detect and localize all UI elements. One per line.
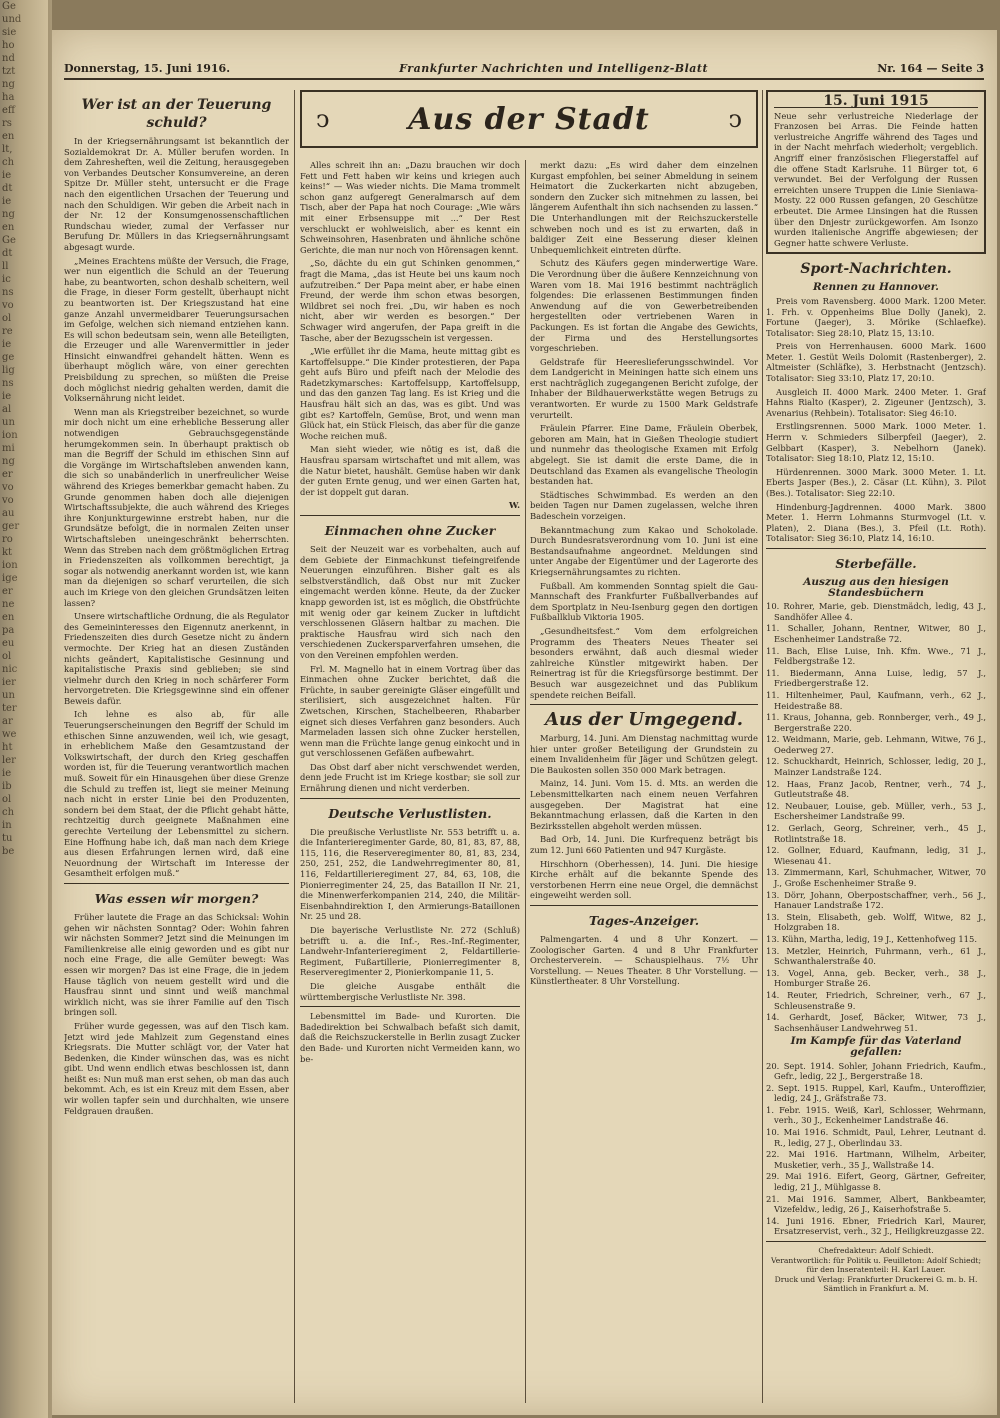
section-divider [300, 515, 520, 516]
article-paragraph: Hürdenrennen. 3000 Mark. 3000 Meter. 1. Lt. Eberts Jasper (Bes.), 2. Cäsar (Lt. Kühn), 3. Pilot (Bes.). Totalisator: Sieg 22:10. [766, 466, 986, 498]
article-paragraph: Die preußische Verlustliste Nr. 553 betrifft u. a. die Infanterieregimenter Garde, 80, 81, 83, 87, 88, 115, 116, die Reserveregimenter 80, 81, 83, 234, 250, 251, 252, die Landwehrregimenter 80, 81, 116, Feldartillerieregiment 27, 84, 63, 108, die Pionierregimenter 24, 25, das Bataillon II Nr. 21, die Minenwerferkompanien 214, 240, die Militär-Eisenbahndirektion I, den Armierungs-Bataillonen Nr. 25 und 28. [300, 826, 520, 922]
left-page-fragment: eff [2, 105, 16, 116]
fallen-soldiers-list [766, 1061, 986, 1238]
article-paragraph: merkt dazu: „Es wird daher dem einzelnen Kurgast empfohlen, bei seiner Abmeldung in seinem Heimatort die Zuckerkarten nicht abzugeben, sondern den Zucker sich mitnehmen zu lassen, bei längerem Aufenthalt ihn sich nachsenden zu lassen.“ Die Unterhandlungen mit der Reichszuckerstelle schweben noch und es ist zu erwarten, daß in baldiger Zeit eine Besserung dieser kleinen Unbequemlichkeit eintreten dürfte. [530, 160, 758, 255]
death-notice: 13. Kühn, Martha, ledig, 19 J., Kettenhofweg 115. [766, 933, 977, 944]
article-headline: Einmachen ohne Zucker [324, 523, 496, 538]
death-notice: 13. Zimmermann, Karl, Schuhmacher, Witwer, 70 J., Große Eschenheimer Straße 9. [766, 867, 986, 888]
article-headline: Aus der Umgegend. [545, 709, 743, 731]
left-page-fragment: lt, [2, 144, 13, 155]
article-paragraph: Das Obst darf aber nicht verschwendet werden, denn jede Frucht ist im Kriege kostbar; sie soll zur Ernährung dienen und nicht verderben. [300, 761, 520, 794]
left-page-fragment: Ge [2, 1, 16, 12]
section-divider [766, 1241, 986, 1242]
section-divider [530, 905, 758, 906]
death-notice: 13. Metzler, Heinrich, Fuhrmann, verh., 61 J., Schwanthalerstraße 40. [766, 945, 986, 967]
left-page-fragment: dt [2, 248, 13, 259]
imprint-line: Druck und Verlag: Frankfurter Druckerei G. m. b. H. [774, 1274, 978, 1284]
article-paragraph: Mainz, 14. Juni. Vom 15. d. Mts. an werden die Lebensmittelkarten nach einem neuen Verfahren ausgegeben. Der Magistrat hat eine Bekanntmachung erlassen, daß die Karten in den Bezirksstellen abgeholt werden müssen. [530, 778, 758, 831]
left-page-fragment: ic [2, 274, 11, 285]
fallen-soldier-entry: 21. Mai 1916. Sammer, Albert, Bankbeamter, Vizefeldw., ledig, 26 J., Kaiserhofstraße 5. [766, 1193, 986, 1215]
article-paragraph: Frl. M. Magnello hat in einem Vortrag über das Einmachen ohne Zucker berichtet, daß die Früchte, in sauber gereinigte Gläser eingefüllt und sterilisiert, sich ausgezeichnet halten. Für Zwetschen, Kirschen, Stachelbeeren, Rhabarber eignet sich dieses Verfahren ganz besonders. Auch Marmeladen lassen sich ohne Zucker herstellen, wenn man die Früchte lange genug einkocht und in gut verschlossenen Gefäßen aufbewahrt. [300, 663, 520, 759]
article-subheadline: Auszug aus den hiesigen Standesbüchern [803, 575, 949, 599]
article-paragraph: Früher wurde gegessen, was auf den Tisch kam. Jetzt wird jede Mahlzeit zum Gegenstand eines Kriegsrats. Die Mutter schlägt vor, der Vater hat Bedenken, die Kinder wünschen das, was es nicht gibt. Und wenn endlich etwas beschlossen ist, dann heißt es: Nun muß man erst sehen, ob man das auch bekommt. Ach, es ist ein Kreuz mit dem Essen, aber wir wollen tapfer sein und durchhalten, wie unsere Feldgrauen draußen. [64, 1020, 289, 1116]
anniversary-text: Neue sehr verlustreiche Niederlage der Franzosen bei Arras. Die Feinde hatten verlustreiche Angriffe während des Tages und in der Nacht mehrfach wiederholt; vergeblich. Angriff einer französischen Fliegerstaffel auf die offene Stadt Karlsruhe. 11 Bürger tot, 6 verwundet. Bei der Verfolgung der Russen erreichten unsere Truppen die Linie Sieniawa-Mosty. 22 000 Russen gefangen, 20 Geschütze erbeutet. Die Armee Linsingen hat die Russen über den Dnjestr zurückgeworfen. Am Isonzo wurden italienische Angriffe abgewiesen; der Gegner hatte schwere Verluste. [774, 110, 978, 248]
death-notice: 12. Weidmann, Marie, geb. Lehmann, Witwe, 76 J., Oederweg 27. [766, 734, 986, 755]
left-page-fragment: un [2, 417, 15, 428]
left-page-fragment: pa [2, 625, 15, 636]
header-date: Donnerstag, 15. Juni 1916. [64, 61, 231, 75]
article-headline: Was essen wir morgen? [94, 890, 259, 906]
left-page-fragment: dt [2, 183, 13, 194]
left-page-fragment: sie [2, 27, 17, 38]
death-notice: 12. Haas, Franz Jacob, Rentner, verh., 74 J., Gutleutstraße 48. [766, 778, 986, 800]
article-paragraph: „Meines Erachtens müßte der Versuch, die Frage, wer nun eigentlich die Schuld an der Teuerung habe, zu beantworten, schon deshalb scheitern, weil die Frage, in dieser Form gestellt, überhaupt nicht zu beantworten ist. Der Kriegszustand hat eine ganze Anzahl unvermeidbarer Teuerungsursachen im Gefolge, welchen sich niemand entziehen kann. Es will schon bedeutsam sein, wenn alle Beteiligten, die Erzeuger und alle Warenvermittler in jeder Hinsicht einwandfrei gehandelt hätten. Wenn es überhaupt möglich wäre, von einer gerechten Preisbildung zu sprechen, so müßten die Preise doch möglichst niedrig gehalten werden, damit die Volksernährung nicht leidet. [64, 255, 289, 404]
article-paragraph: Marburg, 14. Juni. Am Dienstag nachmittag wurde hier unter großer Beteiligung der Grundstein zu einem Invalidenheim für Jäger und Schützen gelegt. Die Baukosten sollen 350 000 Mark betragen. [530, 733, 758, 775]
article-paragraph: Erstlingsrennen. 5000 Mark. 1000 Meter. 1. Herrn v. Schmieders Silberpfeil (Jaeger), 2. Gelbbart (Kasper), 3. Nebelhorn (Janek). Totalisator: Sieg 18:10, Platz 12, 15:10. [766, 421, 986, 464]
article-paragraph: Bad Orb, 14. Juni. Die Kurfrequenz beträgt bis zum 12. Juni 660 Patienten und 947 Kurgäste. [530, 834, 758, 856]
death-notice: 11. Hiltenheimer, Paul, Kaufmann, verh., 62 J., Heidestraße 88. [766, 689, 986, 711]
left-page-fragment: und [2, 14, 22, 25]
article-paragraph: Hirschhorn (Oberhessen), 14. Juni. Die hiesige Kirche erhält auf die bekannte Spende des verstorbenen Herrn eine neue Orgel, die demnächst eingeweiht werden soll. [530, 858, 758, 901]
author-signature: W. [508, 500, 520, 511]
fallen-soldier-entry: 1. Febr. 1915. Weiß, Karl, Schlosser, Wehrmann, verh., 30 J., Eckenheimer Landstraße 46. [766, 1104, 986, 1126]
article-paragraph: Preis von Herrenhausen. 6000 Mark. 1600 Meter. 1. Gestüt Weils Dolomit (Rastenberger), 2. Altmeister (Schläfke), 3. Herbstnacht (Jentzsch). Totalisator: Sieg 33:10, Platz 17, 20:10. [766, 341, 986, 384]
left-page-fragment: vo [2, 482, 14, 493]
death-notice: 13. Stein, Elisabeth, geb. Wolff, Witwe, 82 J., Holzgraben 18. [766, 911, 986, 933]
death-notice: 11. Bach, Elise Luise, Inh. Kfm. Wwe., 71 J., Feldbergstraße 12. [766, 645, 986, 667]
article-headline: Deutsche Verlustlisten. [328, 805, 492, 821]
article-paragraph: Geldstrafe für Heereslieferungsschwindel. Vor dem Landgericht in Meiningen hatte sich einem uns erst nachträglich zugegangenen Bericht zufolge, der Inhaber der Bildhauerwerkstätte wegen Betrugs zu verantworten. Er wurde zu 1500 Mark Geldstrafe verurteilt. [530, 356, 758, 420]
article-paragraph: Seit der Neuzeit war es vorbehalten, auch auf dem Gebiete der Einmachkunst tiefeingreifende Neuerungen einzuführen. Bisher galt es als selbstverständlich, daß Obst nur mit Zucker eingemacht werden könne. Heute, da der Zucker knapp geworden ist, ist es möglich, die Obstfrüchte mit wenig oder gar keinem Zucker in luftdicht verschlossenen Gläsern haltbar zu machen. Die praktische Hausfrau wird sich nach den verschiedenen Zuckersparverfahren umsehen, die von den Vereinen empfohlen werden. [300, 544, 520, 660]
section-divider [300, 798, 520, 799]
left-page-fragment: ler [2, 755, 16, 766]
article-subheadline: Rennen zu Hannover. [813, 281, 939, 294]
death-notice-list [766, 601, 986, 1033]
page-header [64, 58, 984, 80]
left-page-fragment: in [2, 820, 12, 831]
left-page-fragment: ns [2, 378, 14, 389]
left-page-fragment: en [2, 612, 15, 623]
article-paragraph: Städtisches Schwimmbad. Es werden an den beiden Tagen nur Damen zugelassen, welche ihren Badeschein vorzeigen. [530, 489, 758, 521]
anniversary-date: 15. Juni 1915 [774, 96, 978, 108]
left-page-fragment: rs [2, 118, 12, 129]
column-rule [762, 90, 763, 1403]
article-paragraph: Man sieht wieder, wie nötig es ist, daß die Hausfrau sparsam wirtschaftet und mit allem, was die Natur bietet, haushält. Gemüse haben wir dank der guten Ernte genug, und wer einen Garten hat, der ist doppelt gut daran. [300, 444, 520, 497]
left-page-fragment: be [2, 846, 15, 857]
death-notice: 12. Neubauer, Louise, geb. Müller, verh., 53 J., Eschersheimer Landstraße 99. [766, 800, 986, 822]
left-page-fragment: ie [2, 339, 12, 350]
left-page-fragment: ige [2, 573, 18, 584]
article-paragraph: Fußball. Am kommenden Sonntag spielt die Gau-Mannschaft des Frankfurter Fußballverbandes auf dem Sportplatz in Neu-Isenburg gegen den dortigen Fußballklub Viktoria 1905. [530, 580, 758, 623]
left-page-fragment: ng [2, 79, 15, 90]
left-page-fragment: ch [2, 807, 15, 818]
left-page-fragment: ge [2, 352, 15, 363]
ornament-icon: ↄ [728, 105, 742, 133]
fallen-soldier-entry: 2. Sept. 1915. Ruppel, Karl, Kaufm., Unteroffizier, ledig, 24 J., Gräfstraße 73. [766, 1082, 986, 1104]
article-paragraph: Fräulein Pfarrer. Eine Dame, Fräulein Oberbek, geboren am Main, hat in Gießen Theologie studiert und nunmehr das theologische Examen mit Erfolg abgelegt. Sie ist damit die erste Dame, die in Deutschland das Examen als evangelische Theologin bestanden hat. [530, 423, 758, 487]
death-notice: 12. Gerlach, Georg, Schreiner, verh., 45 J., Rotlintstraße 18. [766, 823, 986, 844]
article-headline: Sterbefälle. [835, 555, 917, 571]
death-notice: 13. Vogel, Anna, geb. Becker, verh., 38 J., Homburger Straße 26. [766, 967, 986, 989]
section-banner [300, 90, 758, 148]
left-page-fragment: ie [2, 391, 12, 402]
death-notice: 14. Gerhardt, Josef, Bäcker, Witwer, 73 J., Sachsenhäuser Landwehrweg 51. [766, 1012, 986, 1033]
left-page-fragment: ho [2, 40, 15, 51]
article-paragraph: Unsere wirtschaftliche Ordnung, die als Regulator des Gemeininteresses den Eigennutz anerkennt, in Friedenszeiten dies durch Gesetze nicht zu ändern vermochte. Der Krieg hat an diesen Zuständen nichts geändert, Kapitalistische Gesinnung und kapitalistische Praxis sind geblieben; sie sind vielmehr durch den Krieg in noch schärferer Form hervorgetreten. Die Kriegsgewinne sind ein offener Beweis dafür. [64, 611, 289, 706]
left-page-fragment: ter [2, 703, 17, 714]
section-divider [300, 1006, 520, 1007]
article-headline: Wer ist an der Teuerung schuld? [81, 97, 272, 131]
left-page-fragment: ch [2, 157, 15, 168]
left-page-fragment: ol [2, 651, 12, 662]
article-paragraph: Lebensmittel im Bade- und Kurorten. Die Badedirektion bei Schwalbach befaßt sich damit, daß die Reichszuckerstelle in Berlin zusagt Zucker den Bade- und Kurorten nicht Vermeiden kann, wo be- [300, 1011, 520, 1064]
article-paragraph: Ausgleich II. 4000 Mark. 2400 Meter. 1. Graf Hahns Rialto (Kasper), 2. Zigeuner (Jentzsch), 3. Avenarius (Rehbein). Totalisator: Sieg 46:10. [766, 386, 986, 418]
imprint-line: Sämtlich in Frankfurt a. M. [823, 1284, 929, 1293]
article-paragraph: Bekanntmachung zum Kakao und Schokolade. Durch Bundesratsverordnung vom 10. Juni ist eine Bestandsaufnahme angeordnet. Meldungen sind unter Angabe der Eigentümer und der Lagerorte des Kriegsernährungsamtes zu richten. [530, 524, 758, 577]
article-paragraph: „Wie erfüllet ihr die Mama, heute mittag gibt es Kartoffelsuppe.“ Die Kinder protestieren, der Papa geht aufs Büro und pfeift nach der Melodie des Radetzkymarsches: Kartoffelsupp, Kartoffelsupp, und das den ganzen Tag lang. Es ist Krieg und die Hausfrau hält sich an das, was es gibt. Und was gibt es? Kartoffeln, Gemüse, Brot, und wenn man Glück hat, ein Stück Fleisch, das aber für die ganze Woche reichen muß. [300, 346, 520, 441]
left-page-fragment: ion [2, 560, 18, 571]
left-page-fragment: un [2, 690, 15, 701]
article-paragraph: „Gesundheitsfest.“ Vom dem erfolgreichen Programm des Theaters Neues Theater sei besonders erwähnt, daß auch diesmal wieder zahlreiche Künstler mitgewirkt haben. Der Reinertrag ist für die Kriegsfürsorge bestimmt. Der Besuch war ausgezeichnet und das Publikum spendete reichen Beifall. [530, 625, 758, 700]
article-subheadline: Im Kampfe für das Vaterland gefallen: [790, 1035, 962, 1058]
left-page-fragment: al [2, 404, 12, 415]
fallen-soldier-entry: 29. Mai 1916. Eifert, Georg, Gärtner, Gefreiter, ledig, 21 J., Mühlgasse 8. [766, 1171, 986, 1193]
article-headline: Tages-Anzeiger. [588, 913, 700, 928]
left-page-fragment: ie [2, 196, 12, 207]
newspaper-imprint [766, 1246, 986, 1294]
article-paragraph: Palmengarten. 4 und 8 Uhr Konzert. — Zoologischer Garten. 4 und 8 Uhr Frankfurter Orchesterverein. — Schauspielhaus. 7½ Uhr Vorstellung. — Neues Theater. 8 Uhr Vorstellung. — Künstlertheater. 8 Uhr Vorstellung. [530, 934, 758, 987]
left-page-fragment: tu [2, 833, 13, 844]
column-4 [766, 90, 986, 1403]
column-1 [64, 90, 289, 1403]
death-notice: 10. Rohrer, Marie, geb. Dienstmädch, ledig, 43 J., Sandhöfer Allee 4. [766, 601, 986, 622]
section-divider [766, 548, 986, 549]
column-rule [525, 160, 526, 1403]
left-page-fragment: Ge [2, 235, 16, 246]
column-2 [300, 160, 520, 1403]
left-page-fragment: ib [2, 781, 12, 792]
left-page-fragment: ol [2, 313, 12, 324]
fallen-soldier-entry: 20. Sept. 1914. Sohler, Johann Friedrich, Kaufm., Gefr., ledig, 22 J., Bergerstraße 18. [766, 1060, 986, 1082]
fallen-soldier-entry: 22. Mai 1916. Hartmann, Wilhelm, Arbeiter, Musketier, verh., 35 J., Wallstraße 14. [766, 1149, 986, 1170]
article-paragraph: Alles schreit ihn an: „Dazu brauchen wir doch Fett und Fett haben wir keins und kriegen auch keins!“ — Was wieder nichts. Die Mama trommelt schon ganz aufgeregt Generalmarsch auf dem Tisch, aber der Papa hat noch Courage: „Wie wärs mit einer Erbsensuppe mit ...“ Der Rest verschluckt er wohlweislich, aber es kennt ein Schweinsohren, Hasenbraten und ähnliche schöne Gerichte, die man nur noch von Hörensagen kennt. [300, 160, 520, 255]
left-page-fragment: nd [2, 53, 15, 64]
left-page-fragment: ger [2, 521, 20, 532]
left-page-fragment: ion [2, 430, 18, 441]
article-paragraph: Früher lautete die Frage an das Schicksal: Wohin gehen wir nächsten Sonntag? Oder: Wohin fahren wir nächsten Sommer? Jetzt sind die Meinungen im Familienkreise alle einig geworden und es gibt nur noch eine Frage, die alle Gemüter bewegt: Was essen wir morgen? Das ist eine Frage, die in jedem Hause täglich von neuem gestellt wird und die Hausfrau sinnt und sinnt und weiß manchmal wirklich nicht, was sie ihrer Familie auf den Tisch bringen soll. [64, 911, 289, 1018]
left-page-fragment: ng [2, 456, 15, 467]
newspaper-page [52, 30, 997, 1415]
section-title: Aus der Stadt [408, 101, 650, 137]
left-page-fragment: we [2, 729, 17, 740]
fallen-soldier-entry: 14. Juni 1916. Ebner, Friedrich Karl, Maurer, Ersatzreservist, verh., 32 J., Heiligkreuzgasse 22. [766, 1215, 986, 1237]
ornament-icon: ↄ [316, 105, 330, 133]
imprint-line: Verantwortlich: für Politik u. Feuilleton: Adolf Schiedt; für den Inseratenteil: H. Karl Lauer. [770, 1255, 982, 1274]
left-page-fragment: kt [2, 547, 13, 558]
imprint-line: Chefredakteur: Adolf Schiedt. [818, 1246, 934, 1255]
death-notice: 11. Schaller, Johann, Rentner, Witwer, 80 J., Eschenheimer Landstraße 72. [766, 623, 986, 644]
article-paragraph: Die gleiche Ausgabe enthält die württembergische Verlustliste Nr. 398. [300, 980, 520, 1002]
article-paragraph: Die bayerische Verlustliste Nr. 272 (Schluß) betrifft u. a. die Inf.-, Res.-Inf.-Regimenter, Landwehr-Infanterieregiment 2, Feldartillerie-Regiment, Fußartillerie, Pionierregimenter 8, Reserveregimenter 2, Pionierkompanie 11, 5. [300, 925, 520, 978]
column-3 [530, 160, 758, 1403]
left-page-fragment: ha [2, 92, 15, 103]
article-paragraph: Hindenburg-Jagdrennen. 4000 Mark. 3800 Meter. 1. Herrn Lohmanns Sturmvogel (Lt. v. Platen), 2. Diana (Bes.), 3. Pfeil (Lt. Roth). Totalisator: Sieg 36:10, Platz 14, 16:10. [766, 501, 986, 544]
left-page-fragment: ie [2, 768, 12, 779]
left-page-fragment: en [2, 131, 15, 142]
left-page-fragment: ng [2, 209, 15, 220]
left-page-fragment: vo [2, 495, 14, 506]
header-masthead: Frankfurter Nachrichten und Intelligenz-Blatt [399, 61, 709, 75]
article-paragraph: In der Kriegsernährungsamt ist bekanntlich der Sozialdemokrat Dr. A. Müller berufen worden. In dem Zahresheften, weil die Zeitung, herausgegeben von Verbandes Deutscher Konsumvereine, an deren Spitze Dr. Müller steht, untersucht er die Frage nach den eigentlichen Ursachen der Teuerung und nach den Schuldigen. Wir geben die Arbeit nach in der Nr. 12 der Konsumgenossenschaftlichen Rundschau wieder, zumal der Verfasser nur Berufung Dr. Müllers in das Kriegsernährungsamt abgesagt wurde. [64, 136, 289, 252]
left-page-fragment: ne [2, 599, 15, 610]
death-notice: 12. Gollner, Eduard, Kaufmann, ledig, 31 J., Wiesenau 41. [766, 845, 986, 866]
death-notice: 11. Biedermann, Anna Luise, ledig, 57 J., Friedbergerstraße 12. [766, 667, 986, 689]
left-page-fragment: re [2, 326, 13, 337]
column-rule [294, 90, 295, 1403]
left-page-fragment: tzt [2, 66, 16, 77]
article-paragraph: Ich lehne es also ab, für alle Teuerungserscheinungen den Begriff der Schuld im ethischen Sinne anzuwenden, weil ich, wie gesagt, in erheblichem Maße den Gesamtzustand der Volkswirtschaft, der durch den Krieg geschaffen worden ist, für die Teuerung verantwortlich machen muß. Soweit für ein Hinausgehen über diese Grenze die Schuld zu treffen ist, liegt sie meiner Meinung nach nicht in erster Linie bei den Produzenten, sondern bei dem Staat, der die Pflicht gehabt hätte, rechtzeitig durch geeignete Maßnahmen eine gerechte Verteilung der Lebensmittel zu sichern. Eine Hoffnung habe ich, daß man nach dem Kriege aus diesen Erfahrungen lernen wird, daß eine Neuordnung der Wirtschaft im Interesse der Gesamtheit erfolgen muß.“ [64, 709, 289, 879]
article-headline: Sport-Nachrichten. [800, 261, 952, 278]
death-notice: 14. Reuter, Friedrich, Schreiner, verh., 67 J., Schleusenstraße 9. [766, 989, 986, 1011]
left-page-fragment: er [2, 586, 13, 597]
left-page-fragment: ier [2, 677, 16, 688]
anniversary-box [766, 90, 986, 254]
header-page-number: Nr. 164 — Seite 3 [877, 61, 984, 75]
left-page-fragment: ar [2, 716, 13, 727]
book-spine-shadow [0, 0, 52, 1418]
left-page-fragment: ll [2, 261, 9, 272]
left-page-fragment: mi [2, 443, 15, 454]
section-divider [64, 883, 289, 884]
left-page-fragment: er [2, 469, 13, 480]
left-page-fragment: nic [2, 664, 18, 675]
left-page-fragment: en [2, 222, 15, 233]
article-paragraph: Wenn man als Kriegstreiber bezeichnet, so wurde mir doch nicht um eine erhebliche Besserung aller notwendigen Gebrauchsgegenstände herumgekommen sein. In überhaupt praktisch ob man die Begriff der Schuld im ethischen Sinn auf die Vorgänge im Wirtschaftsleben anwenden kann, die sich so unabänderlich in unerfreulicher Weise während des Krieges bemerkbar gemacht haben. Zu Grunde genommen haben doch alle diejenigen Wirtschaftssubjekte, die auch während des Krieges ihre Konjunkturgewinne erstrebt haben, nur die Grundsätze befolgt, die in normalen Zeiten unser Wirtschaftsleben uneingeschränkt beherrschten. Wenn das Streben nach dem größtmöglichen Ertrag in Friedenszeiten als vollkommen berechtigt, ja sogar als notwendig anerkannt worden ist, wie kann man da diejenigen so scharf verurteilen, die sich auch im Kriege von den gleichen Grundsätzen leiten lassen? [64, 406, 289, 608]
left-page-fragment: eu [2, 638, 15, 649]
death-notice: 13. Dörr, Johann, Oberpostschaffner, verh., 56 J., Hanauer Landstraße 172. [766, 889, 986, 911]
death-notice: 11. Kraus, Johanna, geb. Ronnberger, verh., 49 J., Bergerstraße 220. [766, 712, 986, 733]
left-page-fragment: vo [2, 300, 14, 311]
left-page-fragment: ro [2, 534, 13, 545]
article-paragraph: Schutz des Käufers gegen minderwertige Ware. Die Verordnung über die äußere Kennzeichnung von Waren vom 18. Mai 1916 bestimmt nachträglich folgendes: Die erlassenen Bestimmungen finden Anwendung auf die von Gewerbetreibenden hergestellten oder vertriebenen Waren in Packungen. Es ist fortan die Angabe des Gewichts, der Firma und des Herstellungsortes vorgeschrieben. [530, 258, 758, 354]
death-notice: 12. Schuckhardt, Heinrich, Schlosser, ledig, 20 J., Mainzer Landstraße 124. [766, 756, 986, 778]
left-page-fragment: ht [2, 742, 13, 753]
section-divider [530, 704, 758, 705]
left-page-fragment: ie [2, 170, 12, 181]
fallen-soldier-entry: 10. Mai 1916. Schmidt, Paul, Lehrer, Leutnant d. R., ledig, 27 J., Oberlindau 33. [766, 1127, 986, 1148]
article-paragraph: „So, dächte du ein gut Schinken genommen,“ fragt die Mama, „das ist Heute bei uns kaum noch aufzutreiben.“ Der Papa meint aber, er habe einen Freund, der werde ihm schon etwas besorgen, Wildbret sei noch frei. „Du, wir haben es noch nicht, aber wir werden es besorgen.“ Der Schwager wird angerufen, der Papa greift in die Tasche, aber der Bezugsschein ist vergessen. [300, 258, 520, 343]
left-page-fragment: ns [2, 287, 14, 298]
left-page-fragment: ol [2, 794, 12, 805]
left-page-fragment: lig [2, 365, 15, 376]
article-paragraph: Preis vom Ravensberg. 4000 Mark. 1200 Meter. 1. Frh. v. Oppenheims Blue Dolly (Janek), 2. Fortune (Jaeger), 3. Mörike (Schlaefke). Totalisator: Sieg 28:10, Platz 15, 13:10. [766, 295, 986, 338]
left-page-fragment: au [2, 508, 15, 519]
